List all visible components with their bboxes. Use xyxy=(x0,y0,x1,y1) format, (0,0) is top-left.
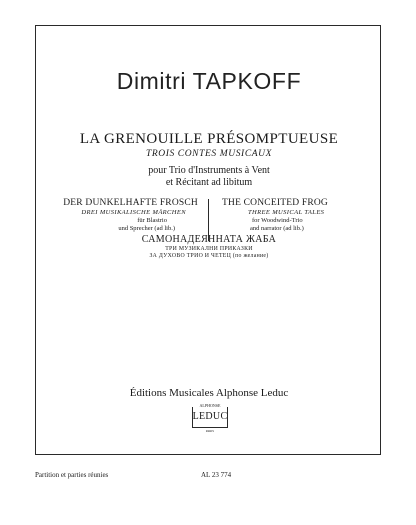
english-line-1: for Woodwind-Trio xyxy=(252,217,303,224)
german-line-1: für Blastrio xyxy=(137,217,167,224)
footer-edition-note: Partition et parties réunies xyxy=(35,471,109,479)
german-title: DER DUNKELHAFTE FROSCH xyxy=(63,198,198,208)
german-subtitle: DREI MUSIKALISCHE MÄRCHEN xyxy=(81,209,186,216)
main-subtitle: TROIS CONTES MUSICAUX xyxy=(145,149,273,159)
english-title: THE CONCEITED FROG xyxy=(222,198,328,208)
english-line-2: and narrator (ad lib.) xyxy=(250,225,304,232)
instrumentation-line-1: pour Trio d'Instruments à Vent xyxy=(148,165,270,176)
logo-word: LEDUC xyxy=(192,411,228,422)
bulgarian-line-2: ЗА ДУХОВО ТРИО И ЧЕТЕЦ (по желание) xyxy=(149,253,269,259)
instrumentation-line-2: et Récitant ad libitum xyxy=(165,177,253,188)
footer-catalog-number: AL 23 774 xyxy=(201,471,232,479)
composer-name: Dimitri TAPKOFF xyxy=(116,68,302,94)
logo-top-text: ALPHONSE xyxy=(199,403,221,408)
bulgarian-line-1: ТРИ МУЗИКАЛНИ ПРИКАЗКИ xyxy=(165,246,253,252)
bulgarian-title: САМОНАДЕЯННАТА ЖАБА xyxy=(141,234,277,245)
german-line-2: und Sprecher (ad lib.) xyxy=(118,225,175,232)
english-subtitle: THREE MUSICAL TALES xyxy=(248,209,325,216)
title-page-frame xyxy=(35,25,381,455)
logo-base-text: PARIS xyxy=(205,429,215,433)
publisher-name: Éditions Musicales Alphonse Leduc xyxy=(129,387,289,399)
publisher-logo xyxy=(192,403,228,443)
main-title: LA GRENOUILLE PRÉSOMPTUEUSE xyxy=(79,131,339,147)
